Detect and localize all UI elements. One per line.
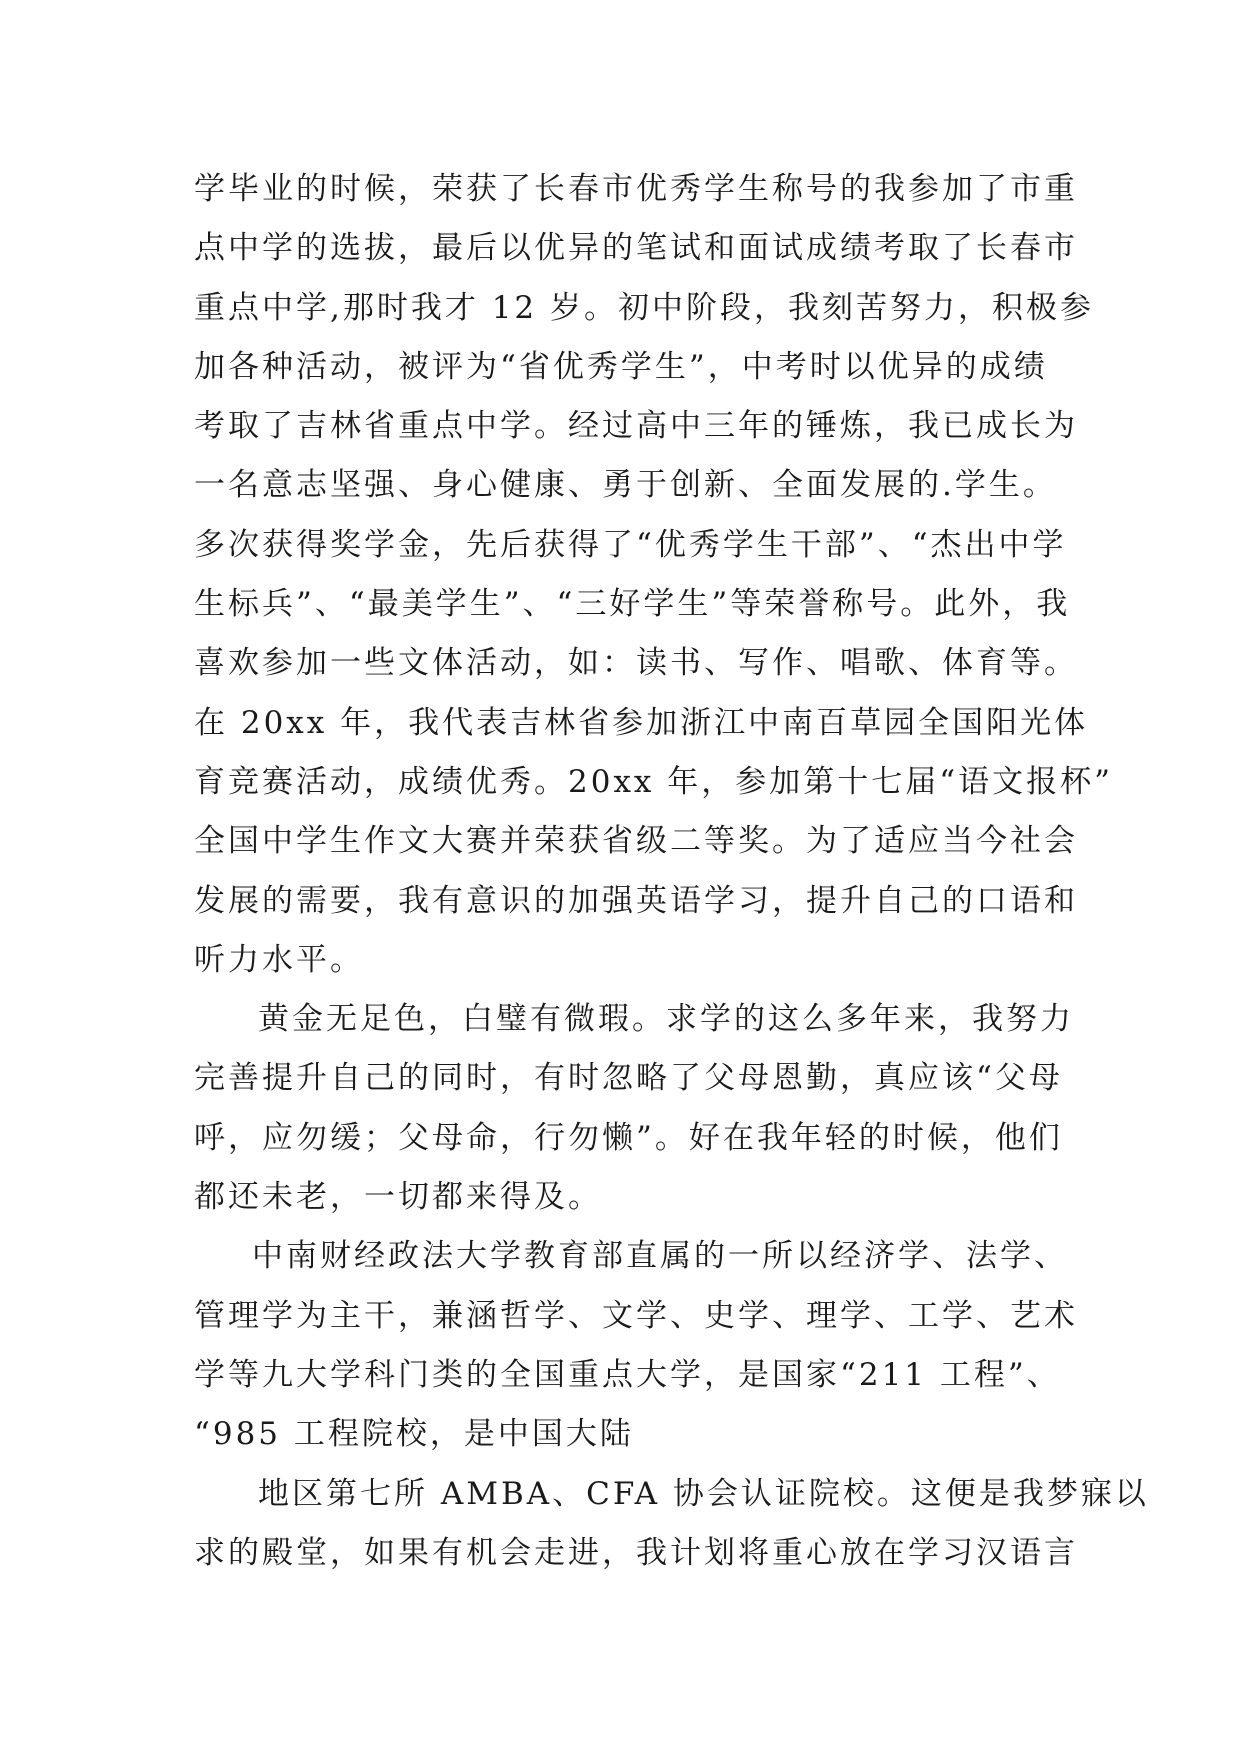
text-line: 黄金无足色，白璧有微瑕。求学的这么多年来，我努力 — [258, 1001, 1074, 1038]
text-line: 喜欢参加一些文体活动，如：读书、写作、唱歌、体育等。 — [194, 645, 1078, 682]
text-line: 发展的需要，我有意识的加强英语学习，提升自己的口语和 — [194, 882, 1078, 919]
text-line: 多次获得奖学金，先后获得了“优秀学生干部”、“杰出中学 — [194, 526, 1067, 563]
text-line: 重点中学,那时我才 12 岁。初中阶段，我刻苦努力，积极参 — [194, 289, 1095, 326]
text-line: 一名意志坚强、身心健康、勇于创新、全面发展的.学生。 — [194, 467, 1057, 504]
text-line: 生标兵”、“最美学生”、“三好学生”等荣誉称号。此外，我 — [194, 586, 1071, 623]
text-line: 考取了吉林省重点中学。经过高中三年的锤炼，我已成长为 — [194, 408, 1078, 445]
text-line: 呼，应勿缓；父母命，行勿懒”。好在我年轻的时候，他们 — [194, 1119, 1063, 1156]
text-line: 学毕业的时候，荣获了长春市优秀学生称号的我参加了市重 — [194, 171, 1078, 207]
text-line: 地区第七所 AMBA、CFA 协会认证院校。这便是我梦寐以 — [258, 1475, 1149, 1512]
text-line: 求的殿堂，如果有机会走进，我计划将重心放在学习汉语言 — [194, 1534, 1078, 1571]
text-line: “985 工程院校，是中国大陆 — [194, 1416, 634, 1453]
paragraph-3 — [194, 1227, 1094, 1464]
paragraph-4 — [194, 1465, 1149, 1584]
text-line: 完善提升自己的同时，有时忽略了父母恩勤，真应该“父母 — [194, 1060, 1063, 1097]
text-line: 都还未老，一切都来得及。 — [194, 1179, 602, 1216]
text-line: 中南财经政法大学教育部直属的一所以经济学、法学、 — [252, 1238, 1068, 1275]
text-line: 加各种活动，被评为“省优秀学生”，中考时以优异的成绩 — [194, 348, 1048, 385]
text-line: 管理学为主干，兼涵哲学、文学、史学、理学、工学、艺术 — [194, 1297, 1078, 1334]
body-text — [194, 160, 1149, 1583]
text-line: 全国中学生作文大赛并荣获省级二等奖。为了适应当今社会 — [194, 823, 1078, 860]
paragraph-1 — [194, 160, 1113, 990]
text-line: 育竞赛活动，成绩优秀。20xx 年，参加第十七届“语文报杯” — [194, 763, 1113, 800]
text-line: 点中学的选拔，最后以优异的笔试和面试成绩考取了长春市 — [194, 230, 1078, 267]
text-line: 听力水平。 — [194, 941, 364, 978]
paragraph-2 — [194, 990, 1094, 1227]
text-line: 在 20xx 年，我代表吉林省参加浙江中南百草园全国阳光体 — [194, 704, 1089, 741]
text-line: 学等九大学科门类的全国重点大学，是国家“211 工程”、 — [194, 1356, 1061, 1393]
